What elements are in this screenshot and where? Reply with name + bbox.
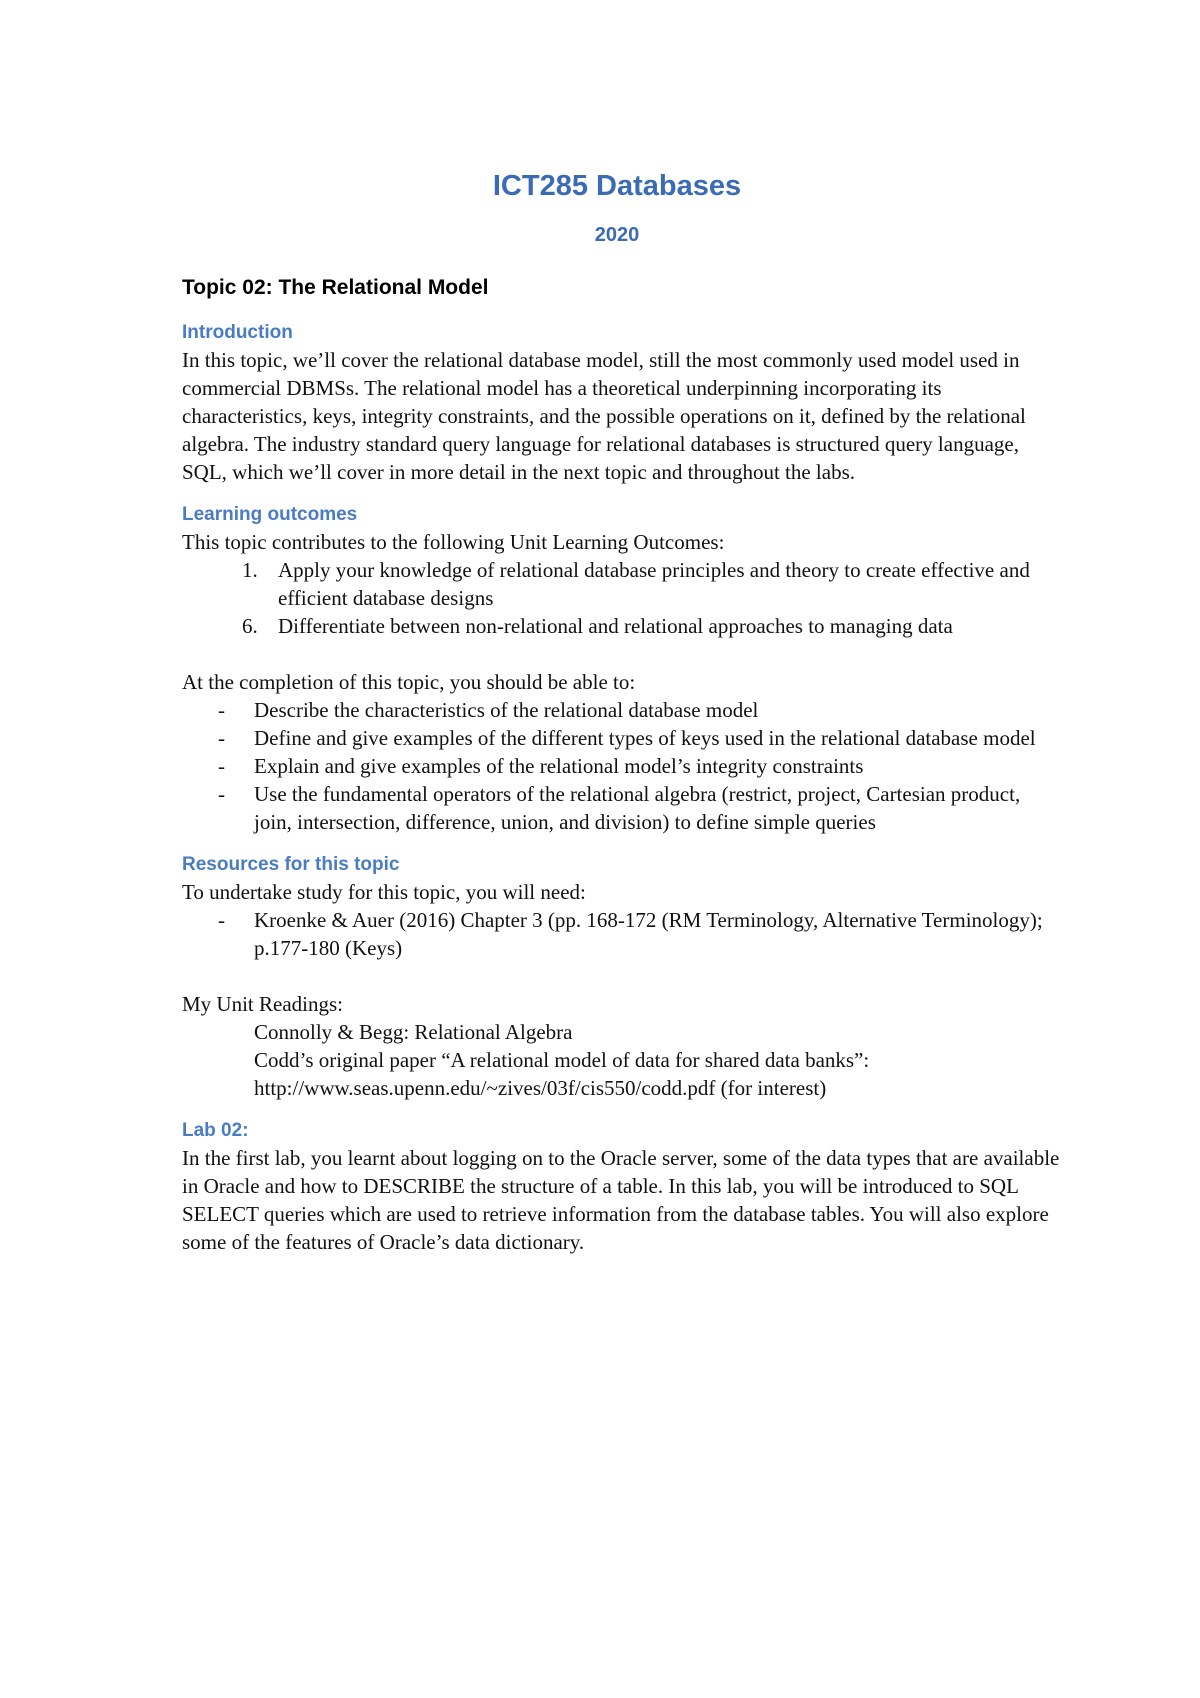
lab-text: In the first lab, you learnt about logging on to the Oracle server, some of the data types that are available in Oracle and how to DESCRIBE the structure of a table. In this lab, you will be introduced to SQL SELECT queries which are used to retrieve information from the database tables. You will also explore some of the features of Oracle’s data dictionary. (182, 1146, 1060, 1254)
document-year: 2020 (594, 224, 640, 246)
completion-intro: At the completion of this topic, you should be able to: (182, 670, 636, 694)
dash-bullet: - (218, 726, 225, 750)
list-number: 6. (242, 614, 258, 638)
unit-outcomes-list (182, 556, 1062, 640)
lab-heading: Lab 02: (182, 1120, 249, 1141)
list-number: 1. (242, 558, 258, 582)
list-item (182, 780, 1062, 836)
list-item-text: Differentiate between non-relational and relational approaches to managing data (278, 614, 953, 638)
list-item (182, 556, 1062, 612)
reading-item: Codd’s original paper “A relational model of data for shared data banks”: (254, 1048, 870, 1072)
resources-list (182, 906, 1062, 962)
introduction-heading: Introduction (182, 322, 293, 343)
document-content (182, 168, 1062, 1256)
dash-bullet: - (218, 698, 225, 722)
list-item (182, 696, 1062, 724)
learning-outcomes-heading: Learning outcomes (182, 504, 358, 525)
list-item-text: Apply your knowledge of relational database principles and theory to create effective and efficient database designs (278, 558, 1030, 610)
list-item-text: Describe the characteristics of the relational database model (254, 698, 759, 722)
list-item (182, 612, 1062, 640)
introduction-text: In this topic, we’ll cover the relational database model, still the most commonly used model used in commercial DBMSs. The relational model has a theoretical underpinning incorporating its characteristics, keys, integrity constraints, and the possible operations on it, defined by the relational algebra. The industry standard query language for relational databases is structured query language, SQL, which we’ll cover in more detail in the next topic and throughout the labs. (182, 348, 1026, 484)
learning-outcomes-intro: This topic contributes to the following Unit Learning Outcomes: (182, 530, 725, 554)
list-item-text: Use the fundamental operators of the relational algebra (restrict, project, Cartesian product, join, intersection, difference, union, and division) to define simple queries (254, 782, 1021, 834)
dash-bullet: - (218, 754, 225, 778)
list-item (182, 724, 1062, 752)
dash-bullet: - (218, 908, 225, 932)
completion-list (182, 696, 1062, 836)
document-title: ICT285 Databases (492, 170, 742, 202)
readings-label: My Unit Readings: (182, 992, 343, 1016)
resources-heading: Resources for this topic (182, 854, 400, 875)
list-item (182, 906, 1062, 962)
list-item-text: Kroenke & Auer (2016) Chapter 3 (pp. 168-172 (RM Terminology, Alternative Terminology); p.177-180 (Keys) (254, 908, 1043, 960)
resources-intro: To undertake study for this topic, you will need: (182, 880, 586, 904)
reading-item: Connolly & Begg: Relational Algebra (254, 1020, 573, 1044)
topic-heading: Topic 02: The Relational Model (182, 276, 489, 299)
list-item (182, 752, 1062, 780)
dash-bullet: - (218, 782, 225, 806)
reading-link[interactable]: http://www.seas.upenn.edu/~zives/03f/cis550/codd.pdf (for interest) (254, 1076, 827, 1100)
list-item-text: Define and give examples of the different types of keys used in the relational database model (254, 726, 1036, 750)
list-item-text: Explain and give examples of the relational model’s integrity constraints (254, 754, 864, 778)
